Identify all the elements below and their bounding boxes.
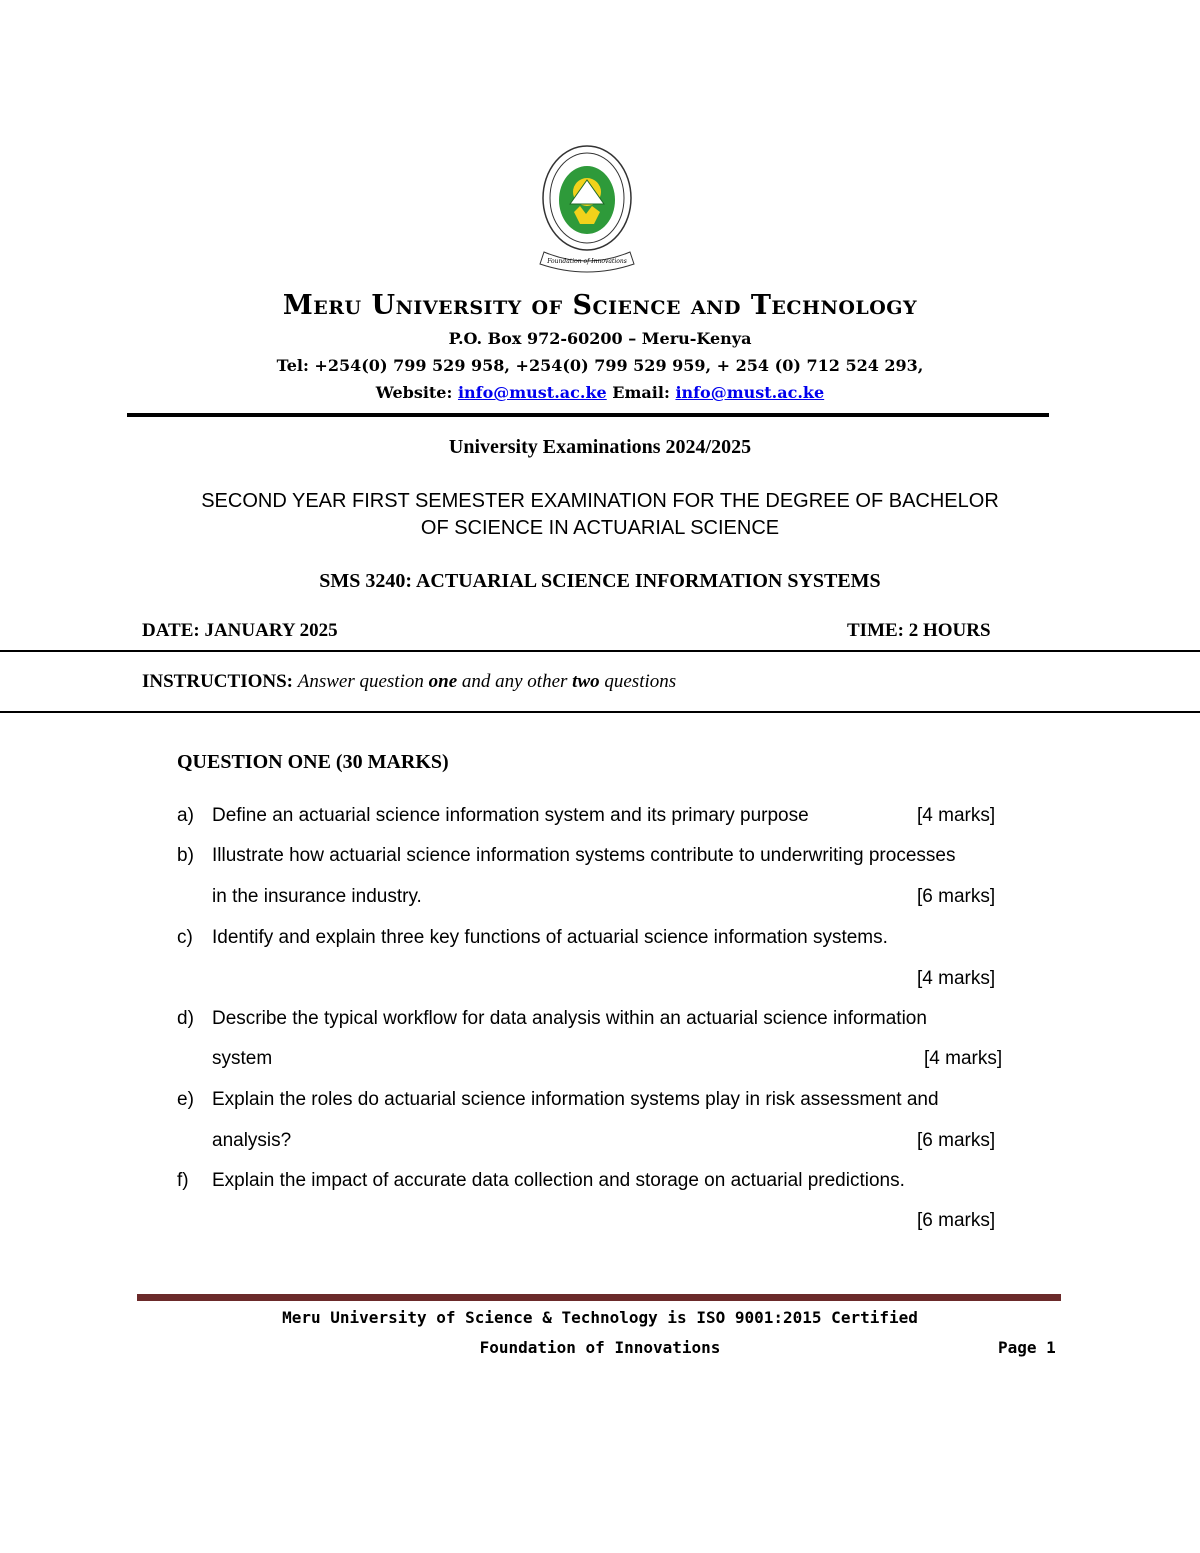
item-text-cont: system [212, 1048, 273, 1069]
item-label: e) [177, 1089, 194, 1110]
item-text-cont: analysis? [212, 1130, 292, 1151]
page-number: Page 1 [998, 1338, 1056, 1357]
item-label: a) [177, 805, 194, 826]
item-label: b) [177, 845, 194, 866]
item-text: Identify and explain three key functions of actuarial science information systems. [212, 927, 888, 948]
course-title: SMS 3240: ACTUARIAL SCIENCE INFORMATION SYSTEMS [319, 570, 881, 592]
exam-time: TIME: 2 HOURS [847, 620, 991, 641]
instructions-text-2: and any other [461, 671, 568, 692]
instructions-two: two [572, 671, 600, 692]
item-marks: [6 marks] [917, 1130, 996, 1151]
item-marks: [4 marks] [917, 805, 996, 826]
item-label: f) [177, 1170, 189, 1191]
svg-text:Foundation of Innovations: Foundation of Innovations [547, 258, 627, 265]
item-label: c) [177, 927, 193, 948]
email-label: Email: [612, 383, 670, 402]
telephone: Tel: +254(0) 799 529 958, +254(0) 799 529 959, + 254 (0) 712 524 293, [276, 356, 924, 375]
degree-title [0, 488, 1200, 542]
item-text: Describe the typical workflow for data analysis within an actuarial science information [212, 1008, 927, 1029]
item-marks: [6 marks] [917, 886, 996, 907]
exam-date: DATE: JANUARY 2025 [142, 620, 338, 641]
footer-motto: Foundation of Innovations [479, 1338, 721, 1357]
item-marks: [4 marks] [924, 1048, 1003, 1069]
exam-title: University Examinations 2024/2025 [448, 436, 752, 458]
divider-bottom [0, 711, 1200, 713]
university-logo [530, 140, 645, 275]
item-text: Explain the roles do actuarial science information systems play in risk assessment and [212, 1089, 939, 1110]
university-name: Meru University of Science and Technology [282, 290, 918, 321]
footer-certified: Meru University of Science & Technology is ISO 9001:2015 Certified [282, 1308, 918, 1327]
instructions-text-3: questions [604, 671, 677, 692]
header-divider [127, 413, 1049, 417]
footer-divider [137, 1294, 1061, 1301]
website-link[interactable]: info@must.ac.ke [457, 383, 607, 402]
item-marks: [4 marks] [917, 968, 996, 989]
instructions [142, 671, 676, 693]
instructions-one: one [428, 671, 458, 692]
divider-top [0, 650, 1200, 652]
degree-line-1: SECOND YEAR FIRST SEMESTER EXAMINATION FOR THE DEGREE OF BACHELOR [201, 490, 999, 512]
item-text: Illustrate how actuarial science information systems contribute to underwriting processes [212, 845, 956, 866]
item-text: Define an actuarial science information system and its primary purpose [212, 805, 809, 826]
item-marks: [6 marks] [917, 1210, 996, 1231]
website-label: Website: [375, 383, 453, 402]
instructions-text: Answer question [297, 671, 424, 692]
degree-line-2: OF SCIENCE IN ACTUARIAL SCIENCE [420, 517, 780, 539]
item-text-cont: in the insurance industry. [212, 886, 422, 907]
email-link[interactable]: info@must.ac.ke [675, 383, 825, 402]
item-text: Explain the impact of accurate data collection and storage on actuarial predictions. [212, 1170, 905, 1191]
question-title: QUESTION ONE (30 MARKS) [177, 751, 449, 773]
item-label: d) [177, 1008, 194, 1029]
po-box: P.O. Box 972-60200 – Meru-Kenya [448, 329, 752, 348]
instructions-label: INSTRUCTIONS: [142, 671, 293, 692]
contact-line [0, 383, 1200, 402]
